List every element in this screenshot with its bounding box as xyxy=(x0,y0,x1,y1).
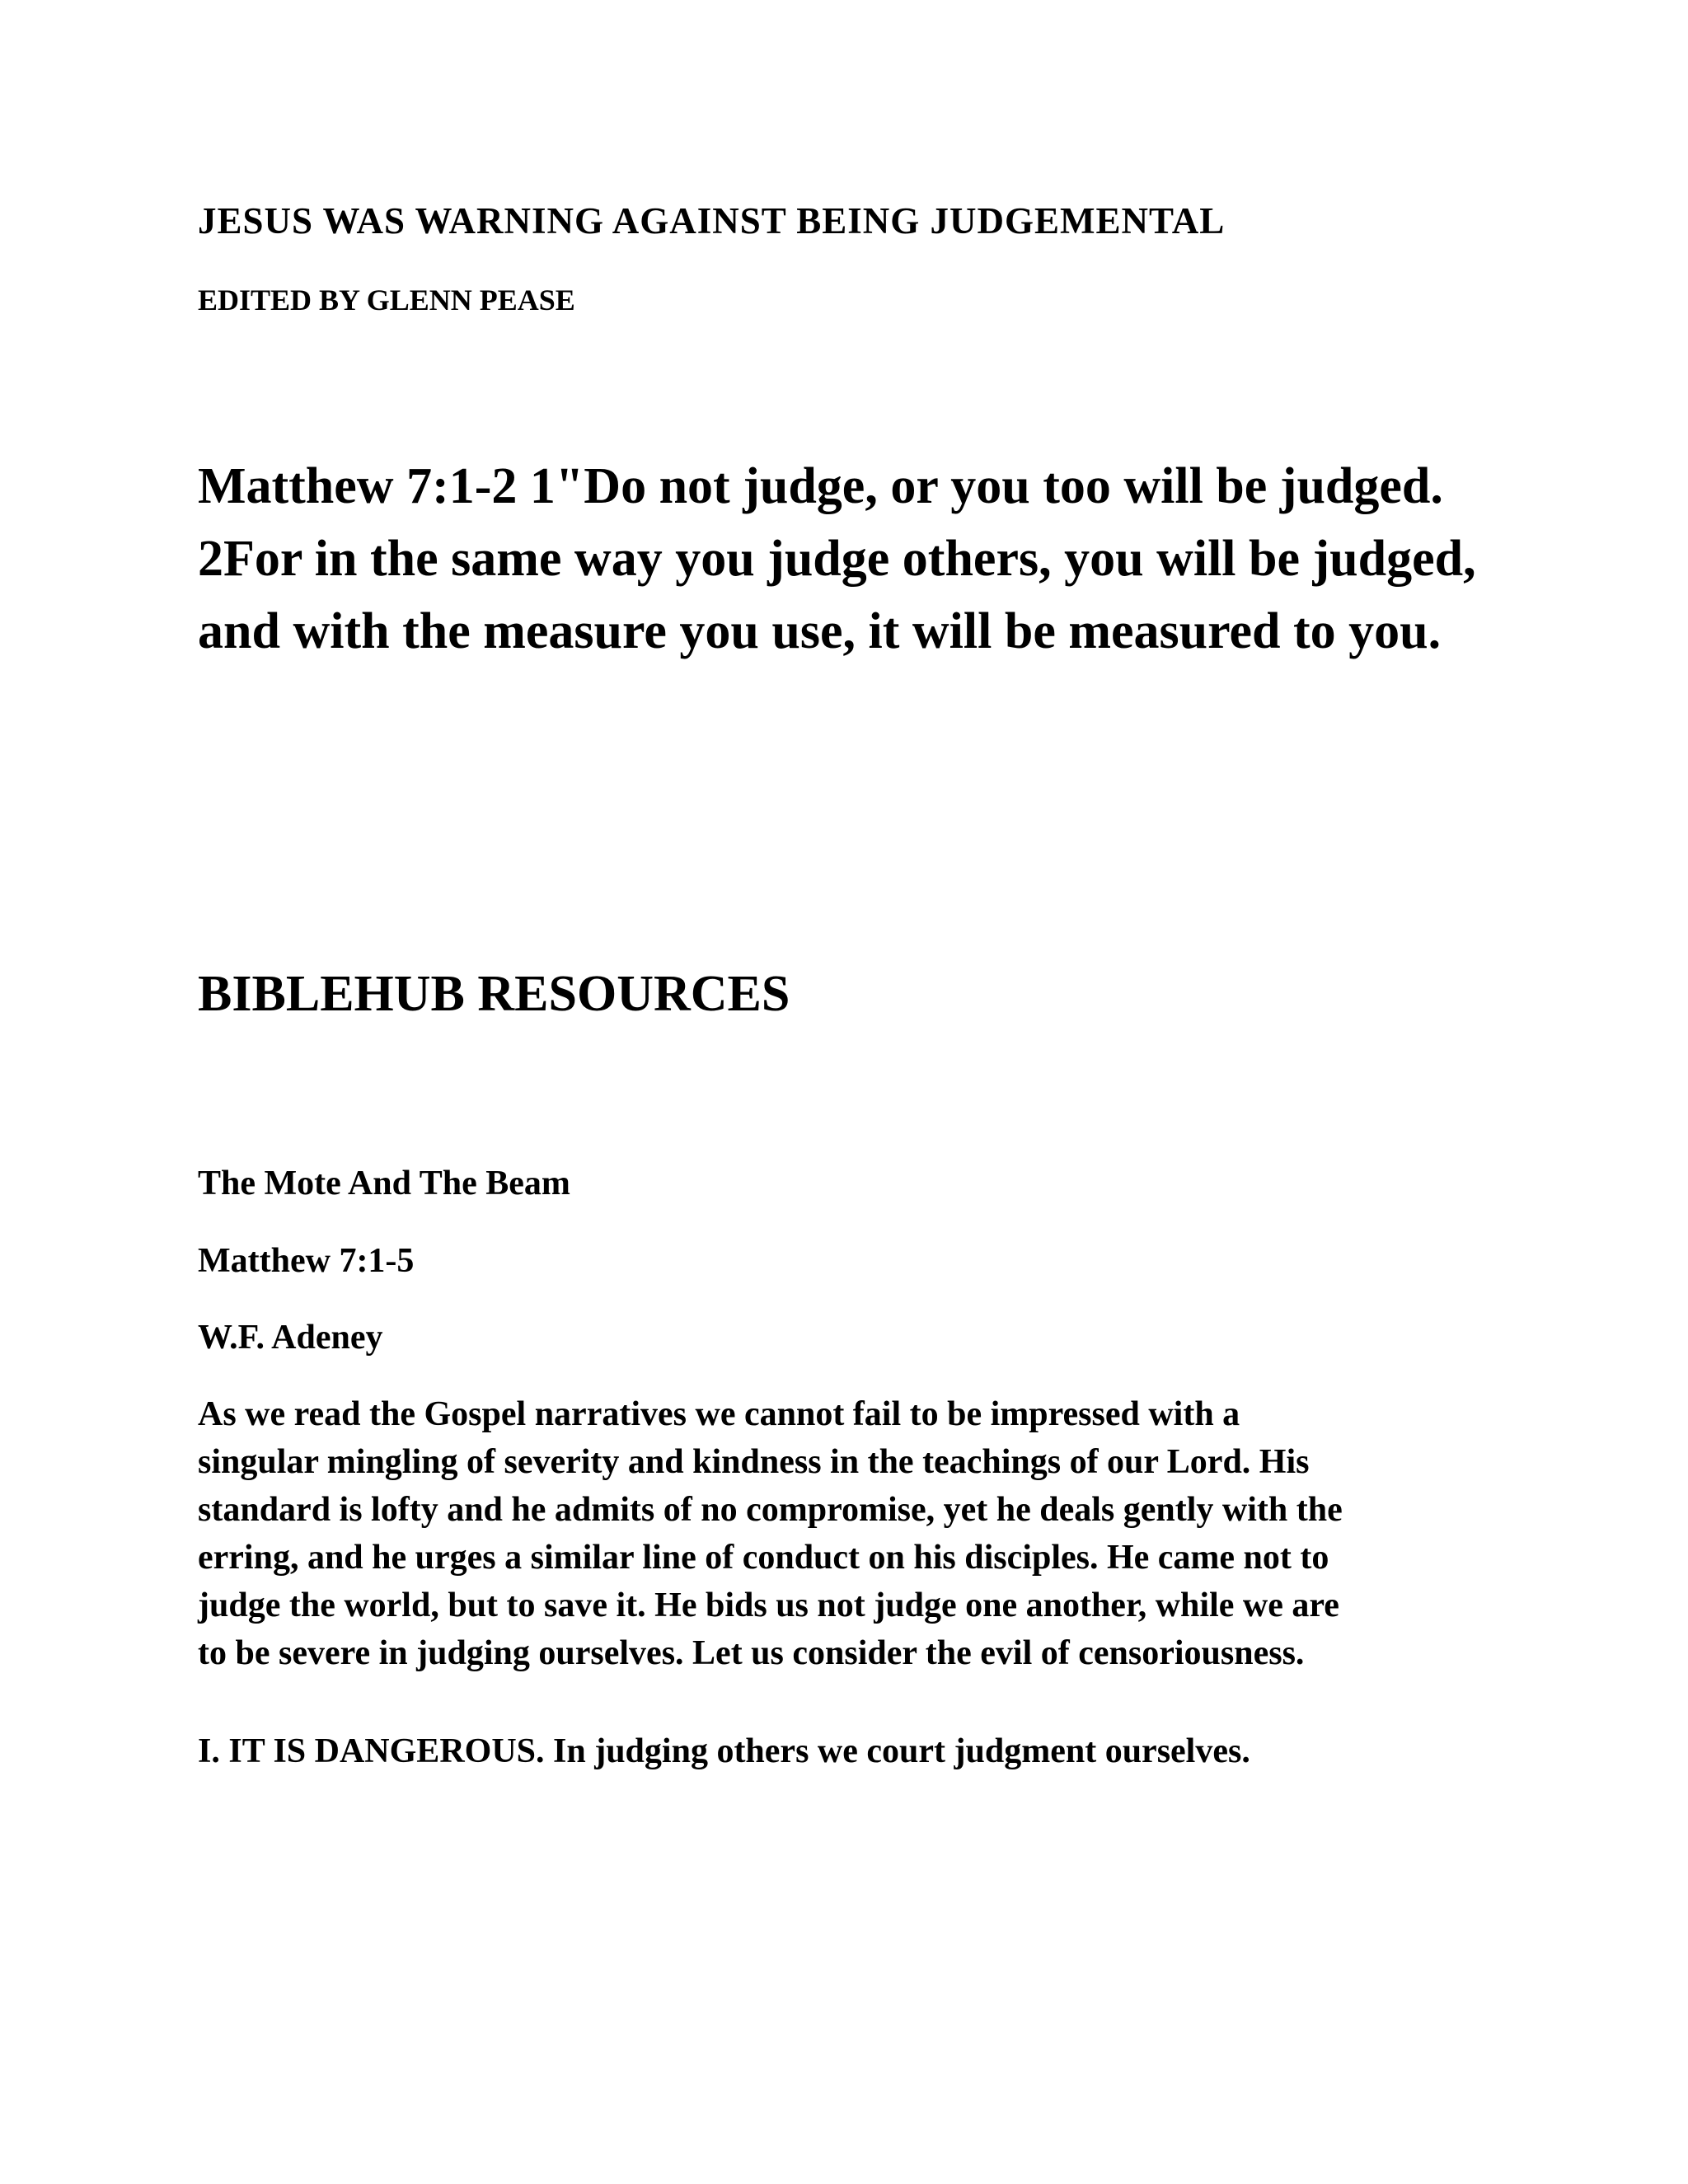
editor-credit: EDITED BY GLENN PEASE xyxy=(198,284,575,316)
article-reference: Matthew 7:1-5 xyxy=(198,1242,415,1280)
body-line: judge the world, but to save it. He bids us not judge one another, while we are xyxy=(198,1586,1339,1624)
body-line: erring, and he urges a similar line of conduct on his disciples. He came not to xyxy=(198,1539,1329,1577)
body-line: to be severe in judging ourselves. Let us consider the evil of censoriousness. xyxy=(198,1634,1305,1672)
point-one: I. IT IS DANGEROUS. In judging others we court judgment ourselves. xyxy=(198,1732,1250,1770)
article-body xyxy=(198,1390,1343,1677)
body-line: singular mingling of severity and kindness in the teachings of our Lord. His xyxy=(198,1443,1310,1481)
article-title: The Mote And The Beam xyxy=(198,1165,570,1202)
body-line: standard is lofty and he admits of no compromise, yet he deals gently with the xyxy=(198,1491,1343,1529)
article-author: W.F. Adeney xyxy=(198,1319,383,1357)
body-line: As we read the Gospel narratives we cannot fail to be impressed with a xyxy=(198,1395,1240,1433)
document-title: JESUS WAS WARNING AGAINST BEING JUDGEMENTAL xyxy=(198,200,1226,241)
section-heading: BIBLEHUB RESOURCES xyxy=(198,966,790,1022)
scripture-passage: Matthew 7:1-2 1"Do not judge, or you too will be judged. 2For in the same way you judge others, you will be judged, and with the measure you use, it will be measured to you. xyxy=(198,458,1476,659)
